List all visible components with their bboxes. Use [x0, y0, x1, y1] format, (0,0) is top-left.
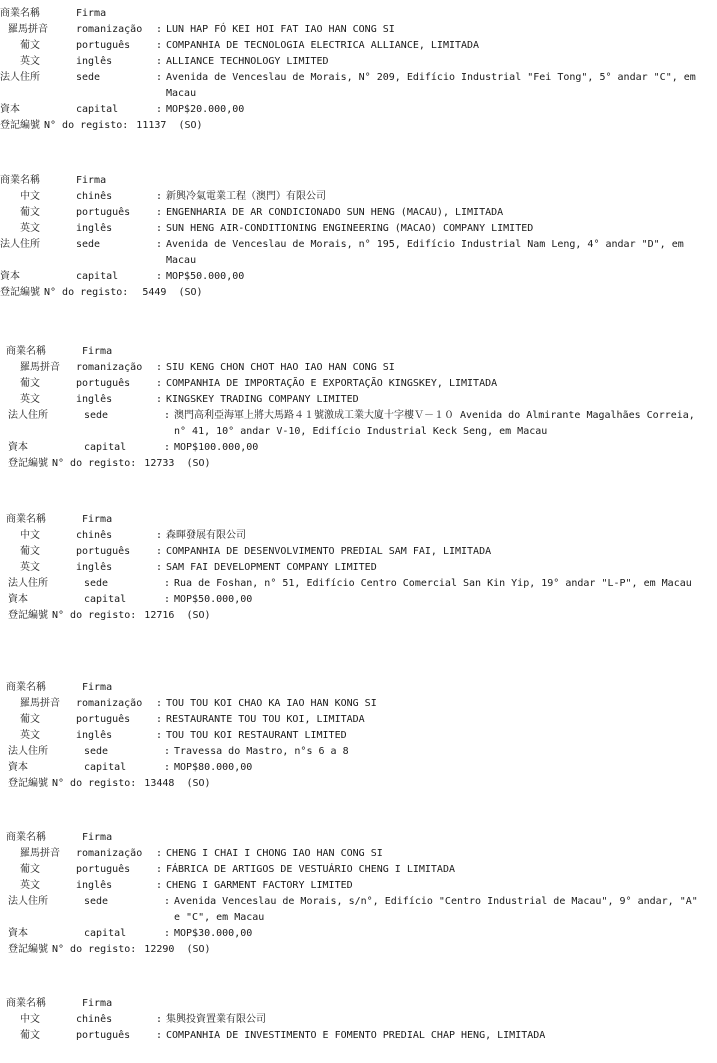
cap-label-pt: capital	[84, 442, 127, 453]
cap-label-zh: 資本	[8, 442, 28, 453]
registo-row	[0, 456, 717, 472]
rom-label-zh: 羅馬拼音	[20, 848, 60, 859]
name-label-pt: chinês	[76, 191, 113, 202]
cap-label-zh: 資本	[8, 928, 28, 939]
por-label-zh: 葡文	[20, 378, 40, 389]
sede-address: Avenida de Venceslau de Morais, n° 195, Edifício Industrial Nam Leng, 4° andar "D", em Macau	[166, 239, 684, 266]
company-record	[0, 173, 717, 301]
name-row: 中文 chinês : 集興投資置業有限公司	[0, 1012, 717, 1028]
capital-value: MOP$80.000,00	[174, 762, 253, 773]
reg-label-zh: 登記編號	[0, 120, 40, 131]
firma-header	[0, 680, 717, 696]
reg-label-pt: N° do registo:	[44, 287, 129, 298]
eng-label-pt: inglês	[76, 880, 113, 891]
portugues-row: 葡文 português : FÁBRICA DE ARTIGOS DE VESTUÁRIO CHENG I LIMITADA	[0, 862, 717, 878]
sede-label-pt: sede	[84, 896, 109, 907]
registo-number: 5449 (SO)	[136, 287, 203, 298]
reg-label-zh: 登記編號	[8, 610, 48, 621]
eng-label-pt: inglês	[76, 730, 113, 741]
sede-label-zh: 法人住所	[8, 410, 48, 421]
cap-label-pt: capital	[76, 104, 119, 115]
company-name: TOU TOU KOI CHAO KA IAO HAN KONG SI	[166, 698, 377, 709]
firma-header	[0, 512, 717, 528]
name-row: 羅馬拼音 romanização : LUN HAP FÓ KEI HOI FAT IAO HAN CONG SI	[0, 22, 717, 38]
reg-label-zh: 登記編號	[8, 778, 48, 789]
ingles-row: 英文 inglês : SUN HENG AIR-CONDITIONING ENGINEERING (MACAO) COMPANY LIMITED	[0, 221, 717, 237]
cap-label-pt: capital	[76, 271, 119, 282]
ingles-name: SAM FAI DEVELOPMENT COMPANY LIMITED	[166, 562, 377, 573]
sede-label-zh: 法人住所	[0, 239, 40, 250]
ingles-name: ALLIANCE TECHNOLOGY LIMITED	[166, 56, 329, 67]
cap-label-zh: 資本	[8, 594, 28, 605]
capital-value: MOP$30.000,00	[174, 928, 253, 939]
firma-label-pt: Firma	[82, 832, 113, 843]
capital-row: 資本 capital : MOP$100.000,00	[0, 440, 717, 456]
registo-row	[0, 608, 717, 624]
ingles-row: 英文 inglês : TOU TOU KOI RESTAURANT LIMITED	[0, 728, 717, 744]
cap-label-pt: capital	[84, 928, 127, 939]
cap-label-zh: 資本	[8, 762, 28, 773]
reg-label-zh: 登記編號	[0, 287, 40, 298]
ingles-name: CHENG I GARMENT FACTORY LIMITED	[166, 880, 353, 891]
firma-label-pt: Firma	[82, 998, 113, 1009]
name-label-pt: romanização	[76, 24, 143, 35]
firma-label-pt: Firma	[82, 514, 113, 525]
chi-label-zh: 中文	[20, 191, 40, 202]
company-record	[0, 680, 717, 792]
portugues-row: 葡文 português : ENGENHARIA DE AR CONDICIONADO SUN HENG (MACAU), LIMITADA	[0, 205, 717, 221]
sede-address: Avenida Venceslau de Morais, s/n°, Edifício "Centro Industrial de Macau", 9° andar, "A" e "C", em Macau	[174, 896, 698, 923]
capital-value: MOP$50.000,00	[166, 271, 245, 282]
name-label-pt: romanização	[76, 362, 143, 373]
registo-row	[0, 285, 717, 301]
sede-label-pt: sede	[76, 72, 101, 83]
ingles-name: KINGSKEY TRADING COMPANY LIMITED	[166, 394, 359, 405]
firma-label-pt: Firma	[82, 682, 113, 693]
company-name: 新興冷氣電業工程（澳門）有限公司	[166, 191, 326, 202]
firma-label-pt: Firma	[76, 175, 107, 186]
ingles-name: TOU TOU KOI RESTAURANT LIMITED	[166, 730, 347, 741]
sede-label-pt: sede	[84, 410, 109, 421]
eng-label-zh: 英文	[20, 56, 40, 67]
registo-row	[0, 118, 717, 134]
por-label-pt: português	[76, 864, 131, 875]
company-name: 森暉發展有限公司	[166, 530, 246, 541]
por-label-pt: português	[76, 1030, 131, 1041]
por-label-pt: português	[76, 546, 131, 557]
company-name: SIU KENG CHON CHOT HAO IAO HAN CONG SI	[166, 362, 395, 373]
sede-row: 法人住所 sede : Travessa do Mastro, n°s 6 a 8	[0, 744, 717, 760]
sede-address: Rua de Foshan, n° 51, Edifício Centro Comercial San Kin Yip, 19° andar "L-P", em Macau	[174, 578, 692, 589]
eng-label-zh: 英文	[20, 880, 40, 891]
portugues-name: COMPANHIA DE DESENVOLVIMENTO PREDIAL SAM FAI, LIMITADA	[166, 546, 492, 557]
firma-label-pt: Firma	[82, 346, 113, 357]
cap-label-zh: 資本	[0, 271, 20, 282]
portugues-row: 葡文 português : COMPANHIA DE INVESTIMENTO E FOMENTO PREDIAL CHAP HENG, LIMITADA	[0, 1028, 717, 1044]
name-label-pt: chinês	[76, 530, 113, 541]
name-label-pt: chinês	[76, 1014, 113, 1025]
firma-label-zh: 商業名稱	[6, 346, 46, 357]
sede-label-zh: 法人住所	[8, 578, 48, 589]
sede-row: 法人住所 sede : Avenida Venceslau de Morais, s/n°, Edifício "Centro Industrial de Macau", 9° andar, "A" e "C", em Macau	[0, 894, 717, 926]
eng-label-pt: inglês	[76, 223, 113, 234]
por-label-pt: português	[76, 378, 131, 389]
sede-row: 法人住所 sede : Avenida de Venceslau de Morais, n° 195, Edifício Industrial Nam Leng, 4° andar "D", em Macau	[0, 239, 684, 266]
firma-label-zh: 商業名稱	[6, 682, 46, 693]
reg-label-pt: N° do registo:	[52, 944, 137, 955]
firma-header	[0, 173, 717, 189]
portugues-name: COMPANHIA DE IMPORTAÇÃO E EXPORTAÇÃO KINGSKEY, LIMITADA	[166, 378, 498, 389]
name-label-pt: romanização	[76, 698, 143, 709]
firma-label-zh: 商業名稱	[0, 175, 40, 186]
name-row: 中文 chinês : 森暉發展有限公司	[0, 528, 717, 544]
capital-row: 資本 capital : MOP$80.000,00	[0, 760, 717, 776]
capital-row: 資本 capital : MOP$50.000,00	[0, 592, 717, 608]
company-name: LUN HAP FÓ KEI HOI FAT IAO HAN CONG SI	[166, 24, 395, 35]
por-label-pt: português	[76, 40, 131, 51]
reg-label-zh: 登記編號	[8, 458, 48, 469]
portugues-row: 葡文 português : COMPANHIA DE TECNOLOGIA ELECTRICA ALLIANCE, LIMITADA	[0, 38, 717, 54]
portugues-name: COMPANHIA DE INVESTIMENTO E FOMENTO PREDIAL CHAP HENG, LIMITADA	[166, 1030, 546, 1041]
cap-label-pt: capital	[84, 594, 127, 605]
portugues-row: 葡文 português : COMPANHIA DE DESENVOLVIMENTO PREDIAL SAM FAI, LIMITADA	[0, 544, 717, 560]
firma-label-pt: Firma	[76, 8, 107, 19]
por-label-zh: 葡文	[20, 546, 40, 557]
ingles-row: 英文 inglês : SAM FAI DEVELOPMENT COMPANY LIMITED	[0, 560, 717, 576]
registo-number: 11137 (SO)	[136, 120, 203, 131]
cap-label-pt: capital	[84, 762, 127, 773]
sede-address: 澳門高利亞海軍上將大馬路４１號激成工業大廈十字樓Ｖ－１０ Avenida do Almirante Magalhães Correia, n° 41, 10° andar V-10, Edifício Industrial Keck Seng, em Macau	[174, 410, 695, 437]
portugues-name: ENGENHARIA DE AR CONDICIONADO SUN HENG (MACAU), LIMITADA	[166, 207, 504, 218]
por-label-zh: 葡文	[20, 864, 40, 875]
registo-number: 12290 (SO)	[144, 944, 211, 955]
registo-row	[0, 776, 717, 792]
por-label-zh: 葡文	[20, 714, 40, 725]
eng-label-pt: inglês	[76, 394, 113, 405]
name-row: 羅馬拼音 romanização : TOU TOU KOI CHAO KA IAO HAN KONG SI	[0, 696, 717, 712]
rom-label-zh: 羅馬拼音	[20, 698, 60, 709]
company-record	[0, 344, 717, 472]
company-name: CHENG I CHAI I CHONG IAO HAN CONG SI	[166, 848, 383, 859]
chi-label-zh: 中文	[20, 530, 40, 541]
por-label-pt: português	[76, 207, 131, 218]
eng-label-zh: 英文	[20, 562, 40, 573]
chi-label-zh: 中文	[20, 1014, 40, 1025]
name-row: 中文 chinês : 新興冷氣電業工程（澳門）有限公司	[0, 189, 717, 205]
reg-label-pt: N° do registo:	[52, 778, 137, 789]
firma-label-zh: 商業名稱	[6, 832, 46, 843]
registo-number: 12716 (SO)	[144, 610, 211, 621]
capital-value: MOP$50.000,00	[174, 594, 253, 605]
name-label-pt: romanização	[76, 848, 143, 859]
rom-label-zh: 羅馬拼音	[8, 24, 48, 35]
company-record	[0, 512, 717, 624]
sede-address: Avenida de Venceslau de Morais, N° 209, Edifício Industrial "Fei Tong", 5° andar "C", em Macau	[166, 72, 696, 99]
eng-label-pt: inglês	[76, 56, 113, 67]
rom-label-zh: 羅馬拼音	[20, 362, 60, 373]
sede-label-pt: sede	[84, 578, 109, 589]
sede-label-pt: sede	[76, 239, 101, 250]
capital-row: 資本 capital : MOP$30.000,00	[0, 926, 717, 942]
registo-row	[0, 942, 717, 958]
firma-label-zh: 商業名稱	[6, 514, 46, 525]
firma-header	[0, 830, 717, 846]
ingles-row: 英文 inglês : CHENG I GARMENT FACTORY LIMITED	[0, 878, 717, 894]
name-row: 羅馬拼音 romanização : CHENG I CHAI I CHONG IAO HAN CONG SI	[0, 846, 717, 862]
eng-label-zh: 英文	[20, 730, 40, 741]
por-label-zh: 葡文	[20, 207, 40, 218]
ingles-row: 英文 inglês : KINGSKEY TRADING COMPANY LIMITED	[0, 392, 717, 408]
eng-label-zh: 英文	[20, 223, 40, 234]
sede-label-zh: 法人住所	[0, 72, 40, 83]
portugues-name: RESTAURANTE TOU TOU KOI, LIMITADA	[166, 714, 365, 725]
firma-header	[0, 6, 717, 22]
company-name: 集興投資置業有限公司	[166, 1014, 266, 1025]
company-record	[0, 830, 717, 958]
reg-label-pt: N° do registo:	[44, 120, 129, 131]
company-record	[0, 6, 717, 134]
cap-label-zh: 資本	[0, 104, 20, 115]
name-row: 羅馬拼音 romanização : SIU KENG CHON CHOT HAO IAO HAN CONG SI	[0, 360, 717, 376]
ingles-row: 英文 inglês : ALLIANCE TECHNOLOGY LIMITED	[0, 54, 717, 70]
company-record	[0, 996, 717, 1044]
por-label-zh: 葡文	[20, 40, 40, 51]
portugues-name: FÁBRICA DE ARTIGOS DE VESTUÁRIO CHENG I LIMITADA	[166, 864, 455, 875]
sede-label-pt: sede	[84, 746, 109, 757]
eng-label-zh: 英文	[20, 394, 40, 405]
capital-row: 資本 capital : MOP$50.000,00	[0, 269, 717, 285]
portugues-row: 葡文 português : RESTAURANTE TOU TOU KOI, LIMITADA	[0, 712, 717, 728]
sede-address: Travessa do Mastro, n°s 6 a 8	[174, 746, 349, 757]
reg-label-pt: N° do registo:	[52, 610, 137, 621]
reg-label-zh: 登記編號	[8, 944, 48, 955]
por-label-zh: 葡文	[20, 1030, 40, 1041]
firma-label-zh: 商業名稱	[0, 8, 40, 19]
registo-number: 13448 (SO)	[144, 778, 211, 789]
sede-label-zh: 法人住所	[8, 746, 48, 757]
sede-row: 法人住所 sede : Rua de Foshan, n° 51, Edifício Centro Comercial San Kin Yip, 19° andar "L-P", em Macau	[0, 576, 717, 592]
firma-header	[0, 344, 717, 360]
capital-value: MOP$100.000,00	[174, 442, 259, 453]
sede-row: 法人住所 sede : 澳門高利亞海軍上將大馬路４１號激成工業大廈十字樓Ｖ－１０ Avenida do Almirante Magalhães Correia, n° 41, 10° andar V-10, Edifício Industrial Keck Seng, em Macau	[0, 408, 717, 440]
sede-row: 法人住所 sede : Avenida de Venceslau de Morais, N° 209, Edifício Industrial "Fei Tong", 5° andar "C", em Macau	[0, 72, 696, 99]
firma-header	[0, 996, 717, 1012]
sede-label-zh: 法人住所	[8, 896, 48, 907]
capital-row: 資本 capital : MOP$20.000,00	[0, 102, 717, 118]
ingles-name: SUN HENG AIR-CONDITIONING ENGINEERING (MACAO) COMPANY LIMITED	[166, 223, 534, 234]
reg-label-pt: N° do registo:	[52, 458, 137, 469]
capital-value: MOP$20.000,00	[166, 104, 245, 115]
registo-number: 12733 (SO)	[144, 458, 211, 469]
eng-label-pt: inglês	[76, 562, 113, 573]
firma-label-zh: 商業名稱	[6, 998, 46, 1009]
por-label-pt: português	[76, 714, 131, 725]
portugues-row: 葡文 português : COMPANHIA DE IMPORTAÇÃO E EXPORTAÇÃO KINGSKEY, LIMITADA	[0, 376, 717, 392]
portugues-name: COMPANHIA DE TECNOLOGIA ELECTRICA ALLIANCE, LIMITADA	[166, 40, 480, 51]
